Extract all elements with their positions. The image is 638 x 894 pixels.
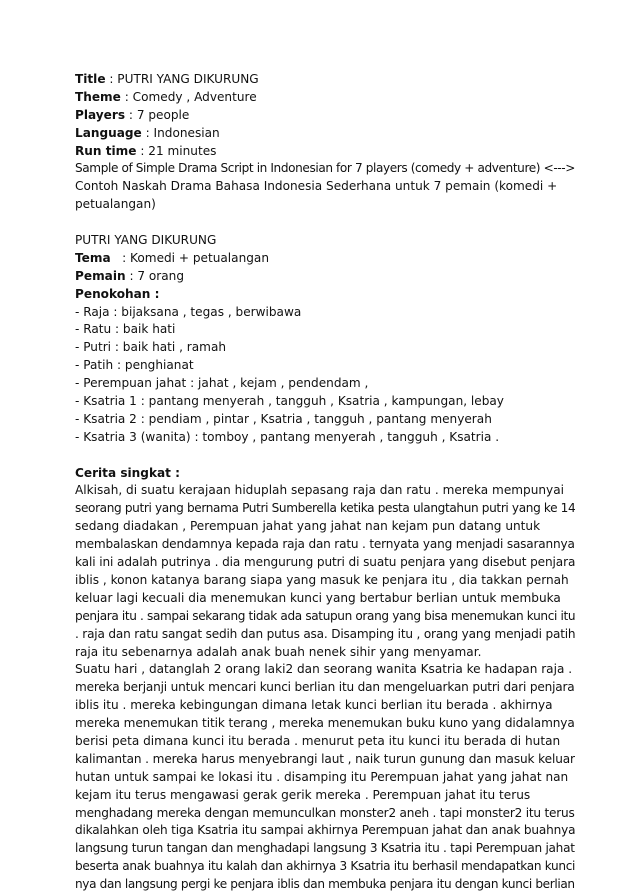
synopsis-line: mereka menemukan titik terang , mereka menemukan buku kuno yang didalamnya [75, 716, 575, 731]
synopsis-line: iblis , konon katanya barang siapa yang masuk ke penjara itu , dia takkan pernah [75, 572, 569, 587]
title-value: : PUTRI YANG DIKURUNG [109, 72, 259, 86]
theme-label: Theme [75, 89, 121, 104]
language-label: Language [75, 125, 142, 140]
synopsis-line: seorang putri yang bernama Putri Sumberella ketika pesta ulangtahun putri yang ke 14 [75, 501, 576, 516]
synopsis-line: kali ini adalah putrinya . dia mengurung putri di suatu penjara yang disebut penjara [75, 555, 576, 570]
character-item: - Ksatria 2 : pendiam , pintar , Ksatria , tangguh , pantang menyerah [75, 411, 492, 426]
synopsis-line: kejam itu terus mengawasi gerak gerik mereka . Perempuan jahat itu terus [75, 787, 531, 802]
meta-language [75, 125, 575, 143]
synopsis-line: . raja dan ratu sangat sedih dan putus asa. Disamping itu , orang yang menjadi patih [75, 626, 576, 641]
synopsis-paragraph [75, 482, 575, 893]
meta-theme [75, 89, 575, 107]
synopsis-line: dikalahkan oleh tiga Ksatria itu sampai akhirnya Perempuan jahat dan anak buahnya [75, 823, 576, 838]
synopsis-line: langsung turun tangan dan menghadapi langsung 3 Ksatria itu . tapi Perempuan jahat [75, 841, 575, 856]
character-item: - Ksatria 3 (wanita) : tomboy , pantang menyerah , tangguh , Ksatria . [75, 429, 500, 444]
players-label: Players [75, 107, 126, 122]
synopsis-line: iblis itu . mereka kebingungan dimana letak kunci berlian itu berada . akhirnya [75, 698, 553, 713]
character-item: - Perempuan jahat : jahat , kejam , pendendam , [75, 376, 369, 391]
character-item: - Raja : bijaksana , tegas , berwibawa [75, 304, 302, 319]
character-item: - Putri : baik hati , ramah [75, 340, 227, 355]
meta-title [75, 71, 575, 89]
runtime-value: : 21 minutes [140, 143, 217, 158]
synopsis-heading: Cerita singkat : [75, 465, 180, 480]
synopsis-line: keluar lagi kecuali dia menemukan kunci yang bertabur berlian untuk membuka [75, 590, 561, 605]
synopsis-line: penjara itu . sampai sekarang tidak ada satupun orang yang bisa menemukan kunci itu [75, 608, 576, 623]
character-item: - Patih : penghianat [75, 358, 194, 373]
meta-tema [75, 250, 575, 268]
tema-value: : Komedi + petualangan [110, 250, 269, 265]
pemain-value: : 7 orang [125, 268, 185, 283]
synopsis-line: sedang diadakan , Perempuan jahat yang jahat nan kejam pun datang untuk [75, 519, 541, 534]
character-item: - Ksatria 1 : pantang menyerah , tangguh , Ksatria , kampungan, lebay [75, 394, 504, 409]
title-label: Title [75, 72, 106, 86]
synopsis-line: menghadang mereka dengan memunculkan monster2 aneh . tapi monster2 itu terus [75, 805, 575, 820]
runtime-label: Run time [75, 143, 137, 158]
synopsis-line: nya dan langsung pergi ke penjara iblis dan membuka penjara itu dengan kunci berlian [75, 877, 575, 892]
synopsis-line: raja itu sebenarnya adalah anak buah nenek sihir yang menyamar. [75, 644, 482, 659]
language-value: : Indonesian [145, 125, 220, 140]
meta-runtime [75, 143, 575, 161]
synopsis-line: berisi peta dimana kunci itu berada . menurut peta itu kunci itu berada di hutan [75, 733, 561, 748]
synopsis-line: membalaskan dendamnya kepada raja dan ratu . ternyata yang menjadi sasarannya [75, 537, 575, 552]
intro-line: Contoh Naskah Drama Bahasa Indonesia Sederhana untuk 7 pemain (komedi + [75, 179, 558, 194]
tema-label: Tema [75, 250, 111, 265]
pemain-label: Pemain [75, 268, 126, 283]
document-body [75, 71, 575, 894]
spacer [75, 447, 575, 465]
players-value: : 7 people [128, 107, 190, 122]
indo-title: PUTRI YANG DIKURUNG [75, 233, 217, 248]
meta-players [75, 107, 575, 125]
synopsis-line: mereka berjanji untuk mencari kunci berlian itu dan mengeluarkan putri dari penjara [75, 680, 575, 695]
meta-pemain [75, 268, 575, 286]
theme-value: : Comedy , Adventure [124, 89, 257, 104]
intro-line: Sample of Simple Drama Script in Indonesian for 7 players (comedy + adventure) <---> [75, 161, 575, 176]
synopsis-line: kalimantan . mereka harus menyebrangi laut , naik turun gunung dan masuk keluar [75, 751, 575, 766]
synopsis-line: Alkisah, di suatu kerajaan hiduplah sepasang raja dan ratu . mereka mempunyai [75, 483, 564, 498]
synopsis-line: beserta anak buahnya itu kalah dan akhirnya 3 Ksatria itu berhasil mendapatkan kunci [75, 859, 576, 874]
penokohan-heading: Penokohan : [75, 286, 160, 301]
spacer [75, 214, 575, 232]
synopsis-line: hutan untuk sampai ke lokasi itu . disamping itu Perempuan jahat yang jahat nan [75, 769, 569, 784]
character-item: - Ratu : baik hati [75, 322, 176, 337]
intro-line: petualangan) [75, 197, 156, 212]
synopsis-line: Suatu hari , datanglah 2 orang laki2 dan seorang wanita Ksatria ke hadapan raja . [75, 662, 573, 677]
